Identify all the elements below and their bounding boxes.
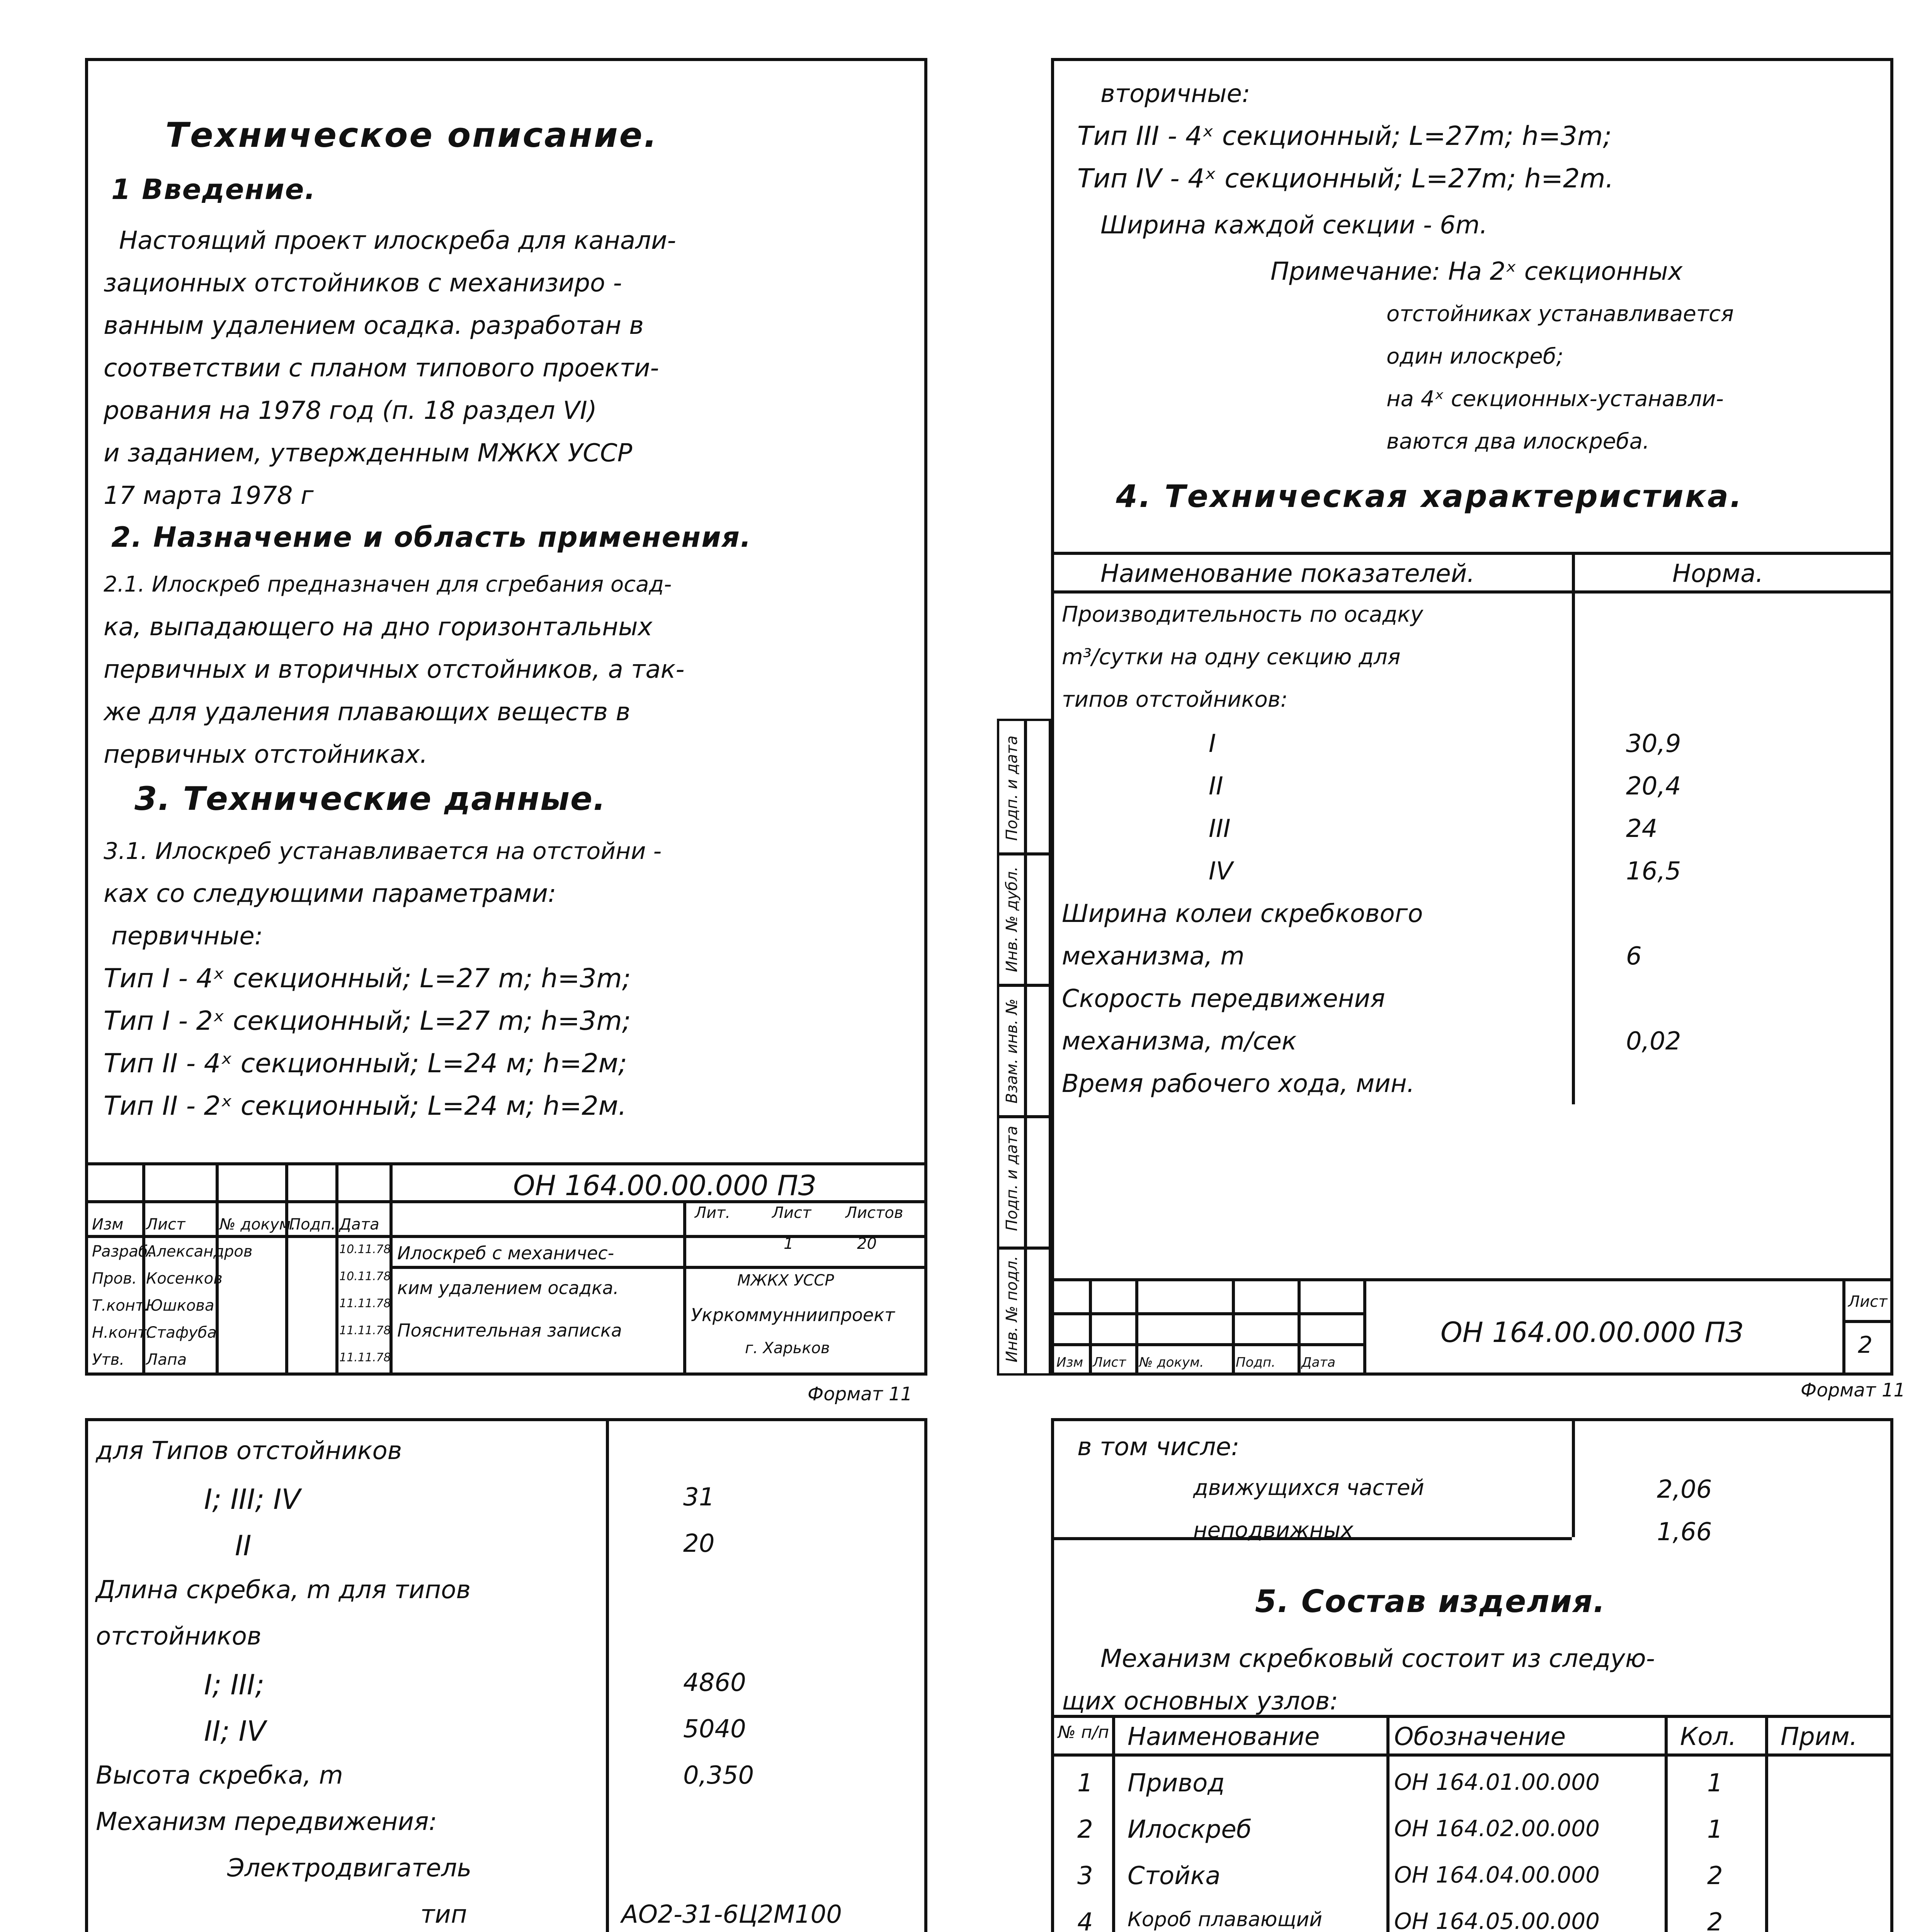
sheet-value: 1 <box>784 1235 794 1253</box>
stamp-col-header: Изм <box>92 1216 124 1233</box>
table-header-norm: Норма. <box>1672 560 1764 588</box>
section-2-line: 2.1. Илоскреб предназначен для сгребания осад- <box>104 572 672 597</box>
parts-header: Обозначение <box>1394 1723 1566 1751</box>
document-code: ОН 164.00.00.000 ПЗ <box>1440 1316 1743 1349</box>
part-qty: 2 <box>1707 1908 1723 1932</box>
part-name: Привод <box>1128 1769 1225 1798</box>
table-row-name: механизма, m/сек <box>1062 1027 1297 1056</box>
part-code: ОН 164.04.00.000 <box>1394 1862 1600 1888</box>
part-no: 2 <box>1077 1815 1093 1844</box>
part-name: Стойка <box>1128 1862 1221 1890</box>
spec-name: I; III; IV <box>204 1483 301 1515</box>
page-stamp <box>1054 1278 1890 1372</box>
stamp-name: Стафуба <box>146 1324 217 1342</box>
page-2-sidebar <box>997 719 1051 1376</box>
stamp-col-header: Дата <box>339 1216 379 1233</box>
spec-value: 5040 <box>683 1715 746 1743</box>
stamp-title: ким удалением осадка. <box>397 1277 619 1298</box>
spec-value: 4860 <box>683 1668 746 1697</box>
stamp-role: Утв. <box>92 1351 124 1369</box>
lit-label: Лит. <box>695 1204 731 1222</box>
spec-name: отстойников <box>96 1622 262 1651</box>
table-row-value: 30,9 <box>1626 730 1681 758</box>
spec-name: Механизм передвижения: <box>96 1808 437 1836</box>
stamp-name: Лапа <box>146 1351 187 1369</box>
section-3-line: первичные: <box>111 922 263 951</box>
table-row-value: 0,02 <box>1626 1027 1681 1056</box>
note-line: ваются два илоскреба. <box>1386 429 1650 454</box>
section-2-line: первичных отстойниках. <box>104 740 428 769</box>
section-1-heading: 1 Введение. <box>111 173 316 206</box>
page-title: Техническое описание. <box>165 115 658 155</box>
stamp-role: Т.конт. <box>92 1297 149 1315</box>
text-line: Тип IV - 4ˣ секционный; L=27m; h=2m. <box>1077 163 1614 194</box>
sheets-label: Листов <box>845 1204 903 1222</box>
parts-header: Прим. <box>1781 1723 1857 1751</box>
section-3-line: ках со следующими параметрами: <box>104 879 556 908</box>
note-line: Примечание: На 2ˣ секционных <box>1270 257 1683 286</box>
spec-name: тип <box>420 1900 467 1929</box>
stamp-col-header: Изм <box>1056 1355 1083 1370</box>
table-row-name: IV <box>1209 857 1233 886</box>
section-1-line: рования на 1978 год (п. 18 раздел VI) <box>104 396 597 425</box>
part-code: ОН 164.01.00.000 <box>1394 1769 1600 1795</box>
page-1 <box>85 58 927 1376</box>
table-row-name: механизма, m <box>1062 942 1245 971</box>
stamp-name: Александров <box>146 1243 253 1260</box>
org-city: г. Харьков <box>745 1339 830 1357</box>
spec-name: для Типов отстойников <box>96 1437 402 1465</box>
section-2-line: ка, выпадающего на дно горизонтальных <box>104 613 653 641</box>
table-row-value: 24 <box>1626 815 1658 843</box>
section-5-intro: Механизм скребковый состоит из следую- <box>1100 1645 1655 1673</box>
note-line: отстойниках устанавливается <box>1386 301 1734 327</box>
section-3-line: Тип I - 4ˣ секционный; L=27 m; h=3m; <box>104 963 631 994</box>
table-row-name: типов отстойников: <box>1062 687 1288 712</box>
stamp-col-header: Лист <box>1093 1355 1126 1370</box>
note-line: на 4ˣ секционных-устанавли- <box>1386 386 1724 412</box>
stamp-col-header: № докум. <box>1139 1355 1204 1370</box>
text-line: Тип III - 4ˣ секционный; L=27m; h=3m; <box>1077 121 1612 151</box>
table-header-name: Наименование показателей. <box>1100 560 1475 588</box>
sidebar-label: Инв. № дубл. <box>1003 866 1021 972</box>
section-3-line: Тип I - 2ˣ секционный; L=27 m; h=3m; <box>104 1006 631 1036</box>
page-3 <box>85 1418 927 1932</box>
part-no: 4 <box>1077 1908 1093 1932</box>
section-1-line: ванным удалением осадка. разработан в <box>104 311 644 340</box>
mass-row-value: 2,06 <box>1657 1475 1712 1504</box>
spec-name: Электродвигатель <box>227 1854 472 1883</box>
format-label: Формат 11 <box>1801 1379 1906 1401</box>
stamp-role: Разраб. <box>92 1243 153 1260</box>
table-row-name: II <box>1209 772 1223 801</box>
stamp-name: Косенков <box>146 1270 223 1287</box>
stamp-role: Пров. <box>92 1270 137 1287</box>
section-2-heading: 2. Назначение и область применения. <box>111 521 752 553</box>
section-1-line: Настоящий проект илоскреба для канали- <box>119 226 676 255</box>
section-2-line: же для удаления плавающих веществ в <box>104 698 631 726</box>
org-ministry: МЖКХ УССР <box>737 1272 834 1289</box>
table-row-name: Производительность по осадку <box>1062 602 1423 627</box>
spec-name: I; III; <box>204 1668 265 1701</box>
section-3-line: Тип II - 2ˣ секционный; L=24 м; h=2м. <box>104 1091 627 1121</box>
stamp-date: 10.11.78 <box>339 1243 391 1256</box>
table-row-name: Скорость передвижения <box>1062 985 1385 1013</box>
parts-header: Наименование <box>1128 1723 1320 1751</box>
mass-row-value: 1,66 <box>1657 1518 1712 1546</box>
stamp-date: 11.11.78 <box>339 1351 391 1364</box>
part-qty: 1 <box>1707 1815 1723 1844</box>
section-5-heading: 5. Состав изделия. <box>1255 1583 1606 1619</box>
part-name: Илоскреб <box>1128 1815 1252 1844</box>
stamp-date: 11.11.78 <box>339 1297 391 1310</box>
part-name: Короб плавающий <box>1128 1908 1323 1931</box>
table-row-name: III <box>1209 815 1231 843</box>
sheet-label: Лист <box>772 1204 811 1222</box>
table-row-name: m³/сутки на одну секцию для <box>1062 645 1401 670</box>
table-row-name: Время рабочего хода, мин. <box>1062 1070 1415 1098</box>
spec-value: 20 <box>683 1529 715 1558</box>
section-3-heading: 3. Технические данные. <box>134 780 606 818</box>
page-4 <box>1051 1418 1893 1932</box>
part-no: 3 <box>1077 1862 1093 1890</box>
section-1-line: 17 марта 1978 г <box>104 481 314 510</box>
section-5-intro: щих основных узлов: <box>1062 1687 1338 1716</box>
part-code: ОН 164.02.00.000 <box>1394 1815 1600 1842</box>
stamp-role: Н.конт. <box>92 1324 151 1342</box>
table-row-name: Ширина колеи скребкового <box>1062 900 1423 928</box>
table-row-value: 16,5 <box>1626 857 1681 886</box>
text-line: вторичные: <box>1100 80 1250 108</box>
stamp-title: Илоскреб с механичес- <box>397 1243 614 1264</box>
sidebar-label: Подп. и дата <box>1003 1126 1021 1231</box>
sheets-value: 20 <box>857 1235 877 1253</box>
spec-name: Длина скребка, m для типов <box>96 1576 471 1604</box>
section-3-line: Тип II - 4ˣ секционный; L=24 м; h=2м; <box>104 1048 627 1079</box>
spec-value: 0,350 <box>683 1761 754 1790</box>
part-no: 1 <box>1077 1769 1093 1798</box>
parts-header: Кол. <box>1680 1723 1736 1751</box>
spec-name: II <box>235 1529 252 1562</box>
title-block <box>88 1162 924 1372</box>
stamp-col-header: Лист <box>146 1216 185 1233</box>
stamp-date: 10.11.78 <box>339 1270 391 1283</box>
section-1-line: и заданием, утвержденным МЖКХ УССР <box>104 439 633 468</box>
stamp-title: Пояснительная записка <box>397 1320 622 1341</box>
section-1-line: зационных отстойников с механизиро - <box>104 269 622 298</box>
stamp-col-header: Подп. <box>1236 1355 1276 1370</box>
stamp-date: 11.11.78 <box>339 1324 391 1337</box>
section-4-heading: 4. Техническая характеристика. <box>1116 478 1743 514</box>
document-code: ОН 164.00.00.000 ПЗ <box>513 1169 816 1202</box>
part-qty: 1 <box>1707 1769 1723 1798</box>
sheet-label: Лист <box>1848 1293 1888 1311</box>
sidebar-label: Подп. и дата <box>1003 735 1021 841</box>
part-qty: 2 <box>1707 1862 1723 1890</box>
sidebar-label: Взам. инв. № <box>1003 998 1021 1104</box>
mass-row-name: неподвижных <box>1193 1518 1354 1543</box>
stamp-col-header: Подп. <box>289 1216 336 1233</box>
section-2-line: первичных и вторичных отстойников, а так- <box>104 655 685 684</box>
table-row-name: I <box>1209 730 1216 758</box>
part-code: ОН 164.05.00.000 <box>1394 1908 1600 1932</box>
stamp-col-header: № докум. <box>219 1216 296 1233</box>
section-3-line: 3.1. Илоскреб устанавливается на отстойни - <box>104 838 662 865</box>
format-label: Формат 11 <box>808 1383 913 1405</box>
note-line: один илоскреб; <box>1386 344 1564 369</box>
page-2 <box>1051 58 1893 1376</box>
table-row-value: 6 <box>1626 942 1642 971</box>
mass-row-name: движущихся частей <box>1193 1475 1424 1500</box>
spec-value: АО2-31-6Ц2М100 <box>621 1900 842 1929</box>
mass-row-name: в том числе: <box>1077 1433 1240 1461</box>
spec-value: 31 <box>683 1483 715 1512</box>
sidebar-label: Инв. № подл. <box>1003 1256 1021 1362</box>
sheet-number: 2 <box>1858 1332 1873 1359</box>
org-institute: Укркоммунниипроект <box>691 1304 895 1325</box>
parts-header: № п/п <box>1058 1723 1109 1742</box>
stamp-col-header: Дата <box>1301 1355 1336 1370</box>
spec-name: II; IV <box>204 1715 266 1747</box>
spec-name: Высота скребка, m <box>96 1761 343 1790</box>
text-line: Ширина каждой секции - 6m. <box>1100 211 1488 240</box>
stamp-name: Юшкова <box>146 1297 214 1315</box>
table-row-value: 20,4 <box>1626 772 1681 801</box>
section-1-line: соответствии с планом типового проекти- <box>104 354 659 383</box>
